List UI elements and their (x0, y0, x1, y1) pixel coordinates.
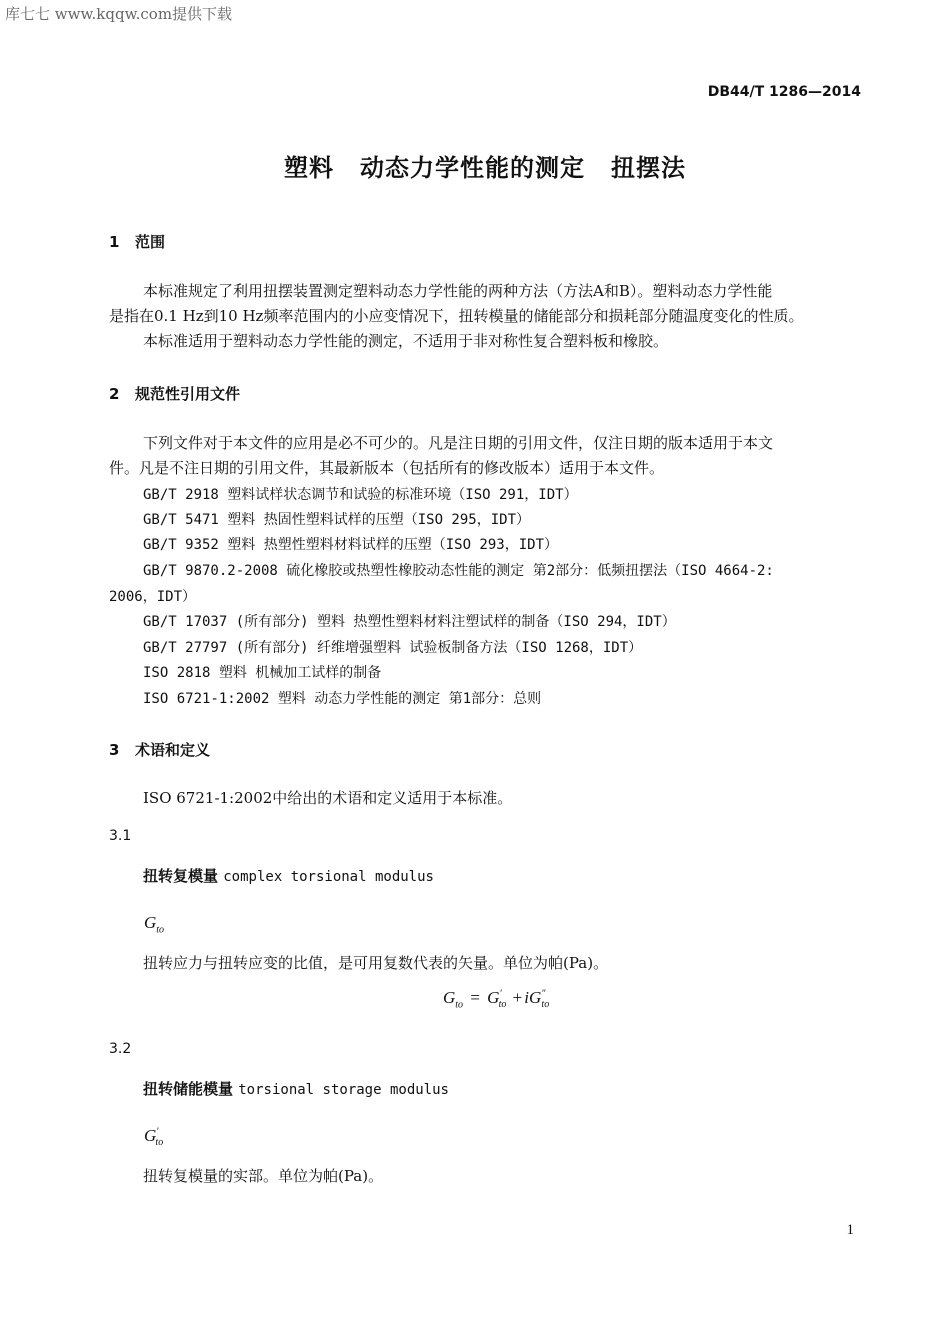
page-title (0, 148, 950, 183)
term-3-1-chinese: 扭转复模量 (143, 867, 219, 885)
formula-term-2: G (528, 988, 542, 1007)
section-2-heading (109, 383, 240, 404)
formula-equals: = (470, 988, 480, 1007)
reference-item-continued: 2006，IDT） (109, 589, 197, 605)
term-3-2-title (143, 1078, 449, 1099)
page-number: 1 (846, 1222, 854, 1238)
section-3-number: 3 (109, 741, 120, 759)
symbol-letter: G (144, 1126, 157, 1145)
symbol-subscript: to (155, 1137, 164, 1149)
term-3-1-definition: 扭转应力与扭转应变的比值，是可用复数代表的矢量。单位为帕(Pa)。 (143, 954, 609, 972)
term-3-2-chinese: 扭转储能模量 (143, 1080, 234, 1098)
reference-item: GB/T 5471 塑料 热固性塑料试样的压塑（ISO 295，IDT） (143, 512, 531, 528)
formula-term-1-sup: ' (499, 988, 502, 1000)
section-1-number: 1 (109, 233, 120, 251)
title-part-1: 塑料 (284, 154, 334, 182)
section-1-heading (109, 231, 165, 252)
complex-modulus-formula (443, 988, 549, 1010)
section-1-para-1-line-1: 本标准规定了利用扭摆装置测定塑料动态力学性能的两种方法（方法A和B）。塑料动态力学性能 (143, 282, 773, 300)
symbol-letter: G (144, 913, 157, 932)
symbol-superscript: ' (156, 1126, 159, 1138)
section-1-para-2: 本标准适用于塑料动态力学性能的测定，不适用于非对称性复合塑料板和橡胶。 (143, 332, 669, 350)
reference-item: GB/T 2918 塑料试样状态调节和试验的标准环境（ISO 291，IDT） (143, 487, 578, 503)
formula-imaginary-unit: i (524, 988, 529, 1007)
term-3-1-title (143, 865, 434, 886)
section-3-intro: ISO 6721-1:2002中给出的术语和定义适用于本标准。 (143, 789, 513, 807)
section-2-number: 2 (109, 385, 120, 403)
formula-term-1-sub: to (498, 999, 507, 1011)
term-3-2-definition: 扭转复模量的实部。单位为帕(Pa)。 (143, 1167, 384, 1185)
symbol-subscript: to (156, 924, 165, 936)
term-3-2-english: torsional storage modulus (238, 1082, 449, 1098)
term-3-2-number: 3.2 (109, 1041, 132, 1057)
section-2-intro-line-2: 件。凡是不注日期的引用文件，其最新版本（包括所有的修改版本）适用于本文件。 (109, 459, 665, 477)
formula-lhs: G (443, 988, 456, 1007)
term-3-2-symbol (144, 1126, 163, 1148)
reference-item: GB/T 17037 (所有部分) 塑料 热塑性塑料材料注塑试样的制备（ISO 294，IDT） (143, 614, 676, 630)
section-2-intro-line-1: 下列文件对于本文件的应用是必不可少的。凡是注日期的引用文件，仅注日期的版本适用于本文 (143, 434, 774, 452)
term-3-1-number: 3.1 (109, 828, 132, 844)
term-3-1-symbol (144, 913, 164, 935)
formula-lhs-sub: to (455, 999, 464, 1011)
formula-term-2-sub: to (541, 999, 550, 1011)
section-1-title: 范围 (135, 233, 166, 251)
watermark: 库七七 www.kqqw.com提供下载 (5, 5, 233, 23)
reference-item: GB/T 9870.2-2008 硫化橡胶或热塑性橡胶动态性能的测定 第2部分：低频扭摆法（ISO 4664-2: (143, 563, 774, 579)
formula-plus: + (512, 988, 523, 1007)
reference-item: ISO 2818 塑料 机械加工试样的制备 (143, 665, 382, 681)
section-2-title: 规范性引用文件 (135, 385, 241, 403)
formula-term-1: G (487, 988, 500, 1007)
title-part-2: 动态力学性能的测定 (360, 154, 585, 182)
section-1-para-1-line-2: 是指在0.1 Hz到10 Hz频率范围内的小应变情况下，扭转模量的储能部分和损耗部分随温度变化的性质。 (109, 307, 804, 325)
section-3-title: 术语和定义 (135, 741, 211, 759)
document-number: DB44/T 1286—2014 (707, 84, 861, 100)
reference-item: ISO 6721-1:2002 塑料 动态力学性能的测定 第1部分：总则 (143, 691, 542, 707)
term-3-1-english: complex torsional modulus (223, 869, 434, 885)
title-part-3: 扭摆法 (611, 154, 686, 182)
reference-item: GB/T 27797 (所有部分) 纤维增强塑料 试验板制备方法（ISO 1268，IDT） (143, 640, 643, 656)
section-3-heading (109, 739, 210, 760)
reference-item: GB/T 9352 塑料 热塑性塑料材料试样的压塑（ISO 293，IDT） (143, 537, 559, 553)
formula-term-2-sup: " (541, 988, 546, 1000)
